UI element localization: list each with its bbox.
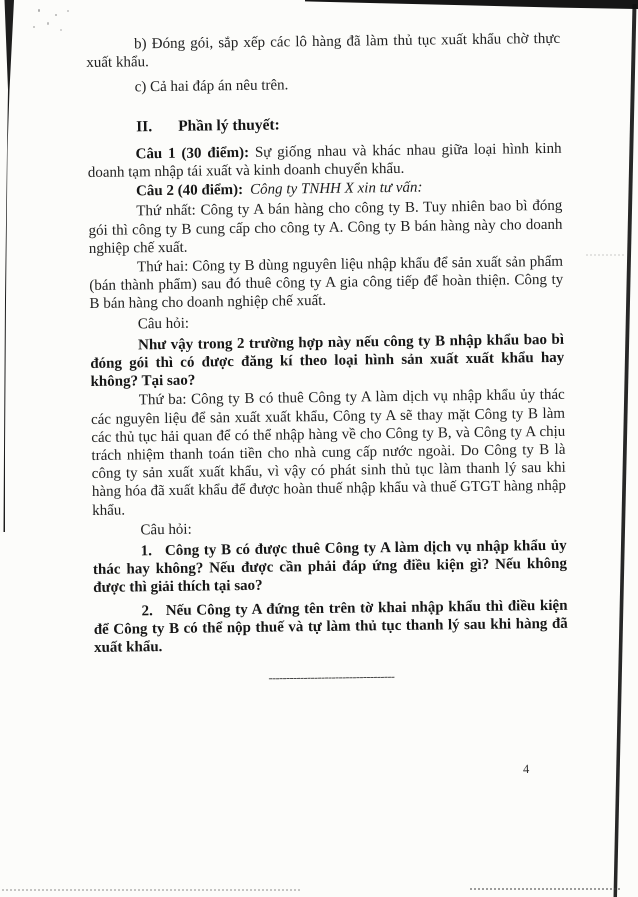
question-prompt-1-text: Câu hỏi: <box>137 315 190 332</box>
scan-noise-line <box>470 888 620 890</box>
scan-noise-dot <box>33 26 35 28</box>
answer-option-b <box>86 30 560 73</box>
question-2-note: Công ty TNHH X xin tư vấn: <box>250 179 423 199</box>
section-numeral: II. <box>136 117 153 135</box>
question-prompt-1 <box>90 309 564 333</box>
answer-option-c-text: c) Cả hai đáp án nêu trên. <box>134 77 289 96</box>
dashed-separator <box>94 668 568 686</box>
bold-question-text: Như vậy trong 2 trường hợp này nếu công ty B nhập khẩu bao bì đóng gói thì có được đăng kí theo loại hình sản xuất xuất khẩu hay không? Tại sao? <box>90 331 565 391</box>
scan-noise-dot <box>55 14 57 16</box>
scan-noise-line <box>2 889 300 891</box>
question-1-label: Câu 1 (30 điểm): <box>135 144 250 163</box>
section-title: Phần lý thuyết: <box>178 116 280 135</box>
question-prompt-2 <box>92 516 566 540</box>
page-number: 4 <box>522 761 530 777</box>
case-paragraph-3-text: Thứ ba: Công ty B có thuê Công ty A làm dịch vụ nhập khẩu ủy thác các nguyên liệu để sản xuất xuất khẩu, Công ty A sẽ thay mặt Công ty B làm các thủ tục hải quan để có thể nhập hàng về cho Công ty B, và Công ty A chịu trách nhiệm thanh toán tiền cho nhà cung cấp nước ngoài. Do Công ty B là công ty sản xuất xuất khẩu, vì vậy có phát sinh thủ tục làm thanh lý sau khi hàng hóa đã xuất khẩu để được hoàn thuế nhập khẩu và thuế GTGT hàng nhập khẩu. <box>90 387 567 519</box>
numbered-question-2-number: 2. <box>141 602 153 620</box>
scan-noise-dot <box>47 22 49 25</box>
document-body <box>86 30 569 691</box>
question-1 <box>87 140 561 183</box>
case-paragraph-1-text: Thứ nhất: Công ty A bán hàng cho công ty B. Tuy nhiên bao bì đóng gói thì công ty B cung cấp cho công ty A. Công ty B bán hàng này cho doanh nghiệp chế xuất. <box>88 198 563 257</box>
question-2-label: Câu 2 (40 điểm): <box>135 182 244 200</box>
bold-question <box>90 331 565 392</box>
case-paragraph-2-text: Thứ hai: Công ty B dùng nguyên liệu nhập khẩu để sản xuất sản phẩm (bán thành phẩm) sau đó thuê công ty A gia công tiếp để hoàn thiện. Công ty B bán hàng cho doanh nghiệp chế xuất. <box>89 253 564 313</box>
scan-edge-right <box>614 4 637 897</box>
scan-noise-dot <box>67 10 69 12</box>
scan-edge-left <box>4 0 15 532</box>
dashed-separator-text: ------------------------------------ <box>268 669 395 685</box>
numbered-question-1-text: Công ty B có được thuê Công ty A làm dịch vụ nhập khẩu ủy thác hay không? Nếu được cần phải đáp ứng điều kiện gì? Nếu không được thì giải thích tại sao? <box>92 537 568 597</box>
case-paragraph-3 <box>91 386 567 520</box>
question-prompt-2-text: Câu hỏi: <box>140 521 192 539</box>
question-1-text: Sự giống nhau và khác nhau giữa loại hình kinh doanh tạm nhập tái xuất và kinh doanh chuyển khẩu. <box>87 140 562 182</box>
scan-noise-line <box>586 254 624 256</box>
case-paragraph-2 <box>89 253 564 314</box>
scan-noise-dot <box>38 9 40 12</box>
scan-edge-top <box>305 0 638 9</box>
numbered-question-1-number: 1. <box>140 543 153 560</box>
section-heading <box>87 112 561 136</box>
answer-option-c <box>87 73 561 97</box>
numbered-question-1 <box>93 537 568 598</box>
answer-option-b-text: b) Đóng gói, sắp xếp các lô hàng đã làm thủ tục xuất khẩu chờ thực xuất khẩu. <box>86 30 561 72</box>
case-paragraph-1 <box>88 197 563 258</box>
scan-noise-dot <box>60 29 62 31</box>
numbered-question-2-text: Nếu Công ty A đứng tên trên tờ khai nhập khẩu thì điều kiện để Công ty B có thể nộp thuế và tự làm thủ tục thanh lý sau khi hàng đã xuất khẩu. <box>93 597 568 657</box>
numbered-question-2 <box>93 596 568 657</box>
